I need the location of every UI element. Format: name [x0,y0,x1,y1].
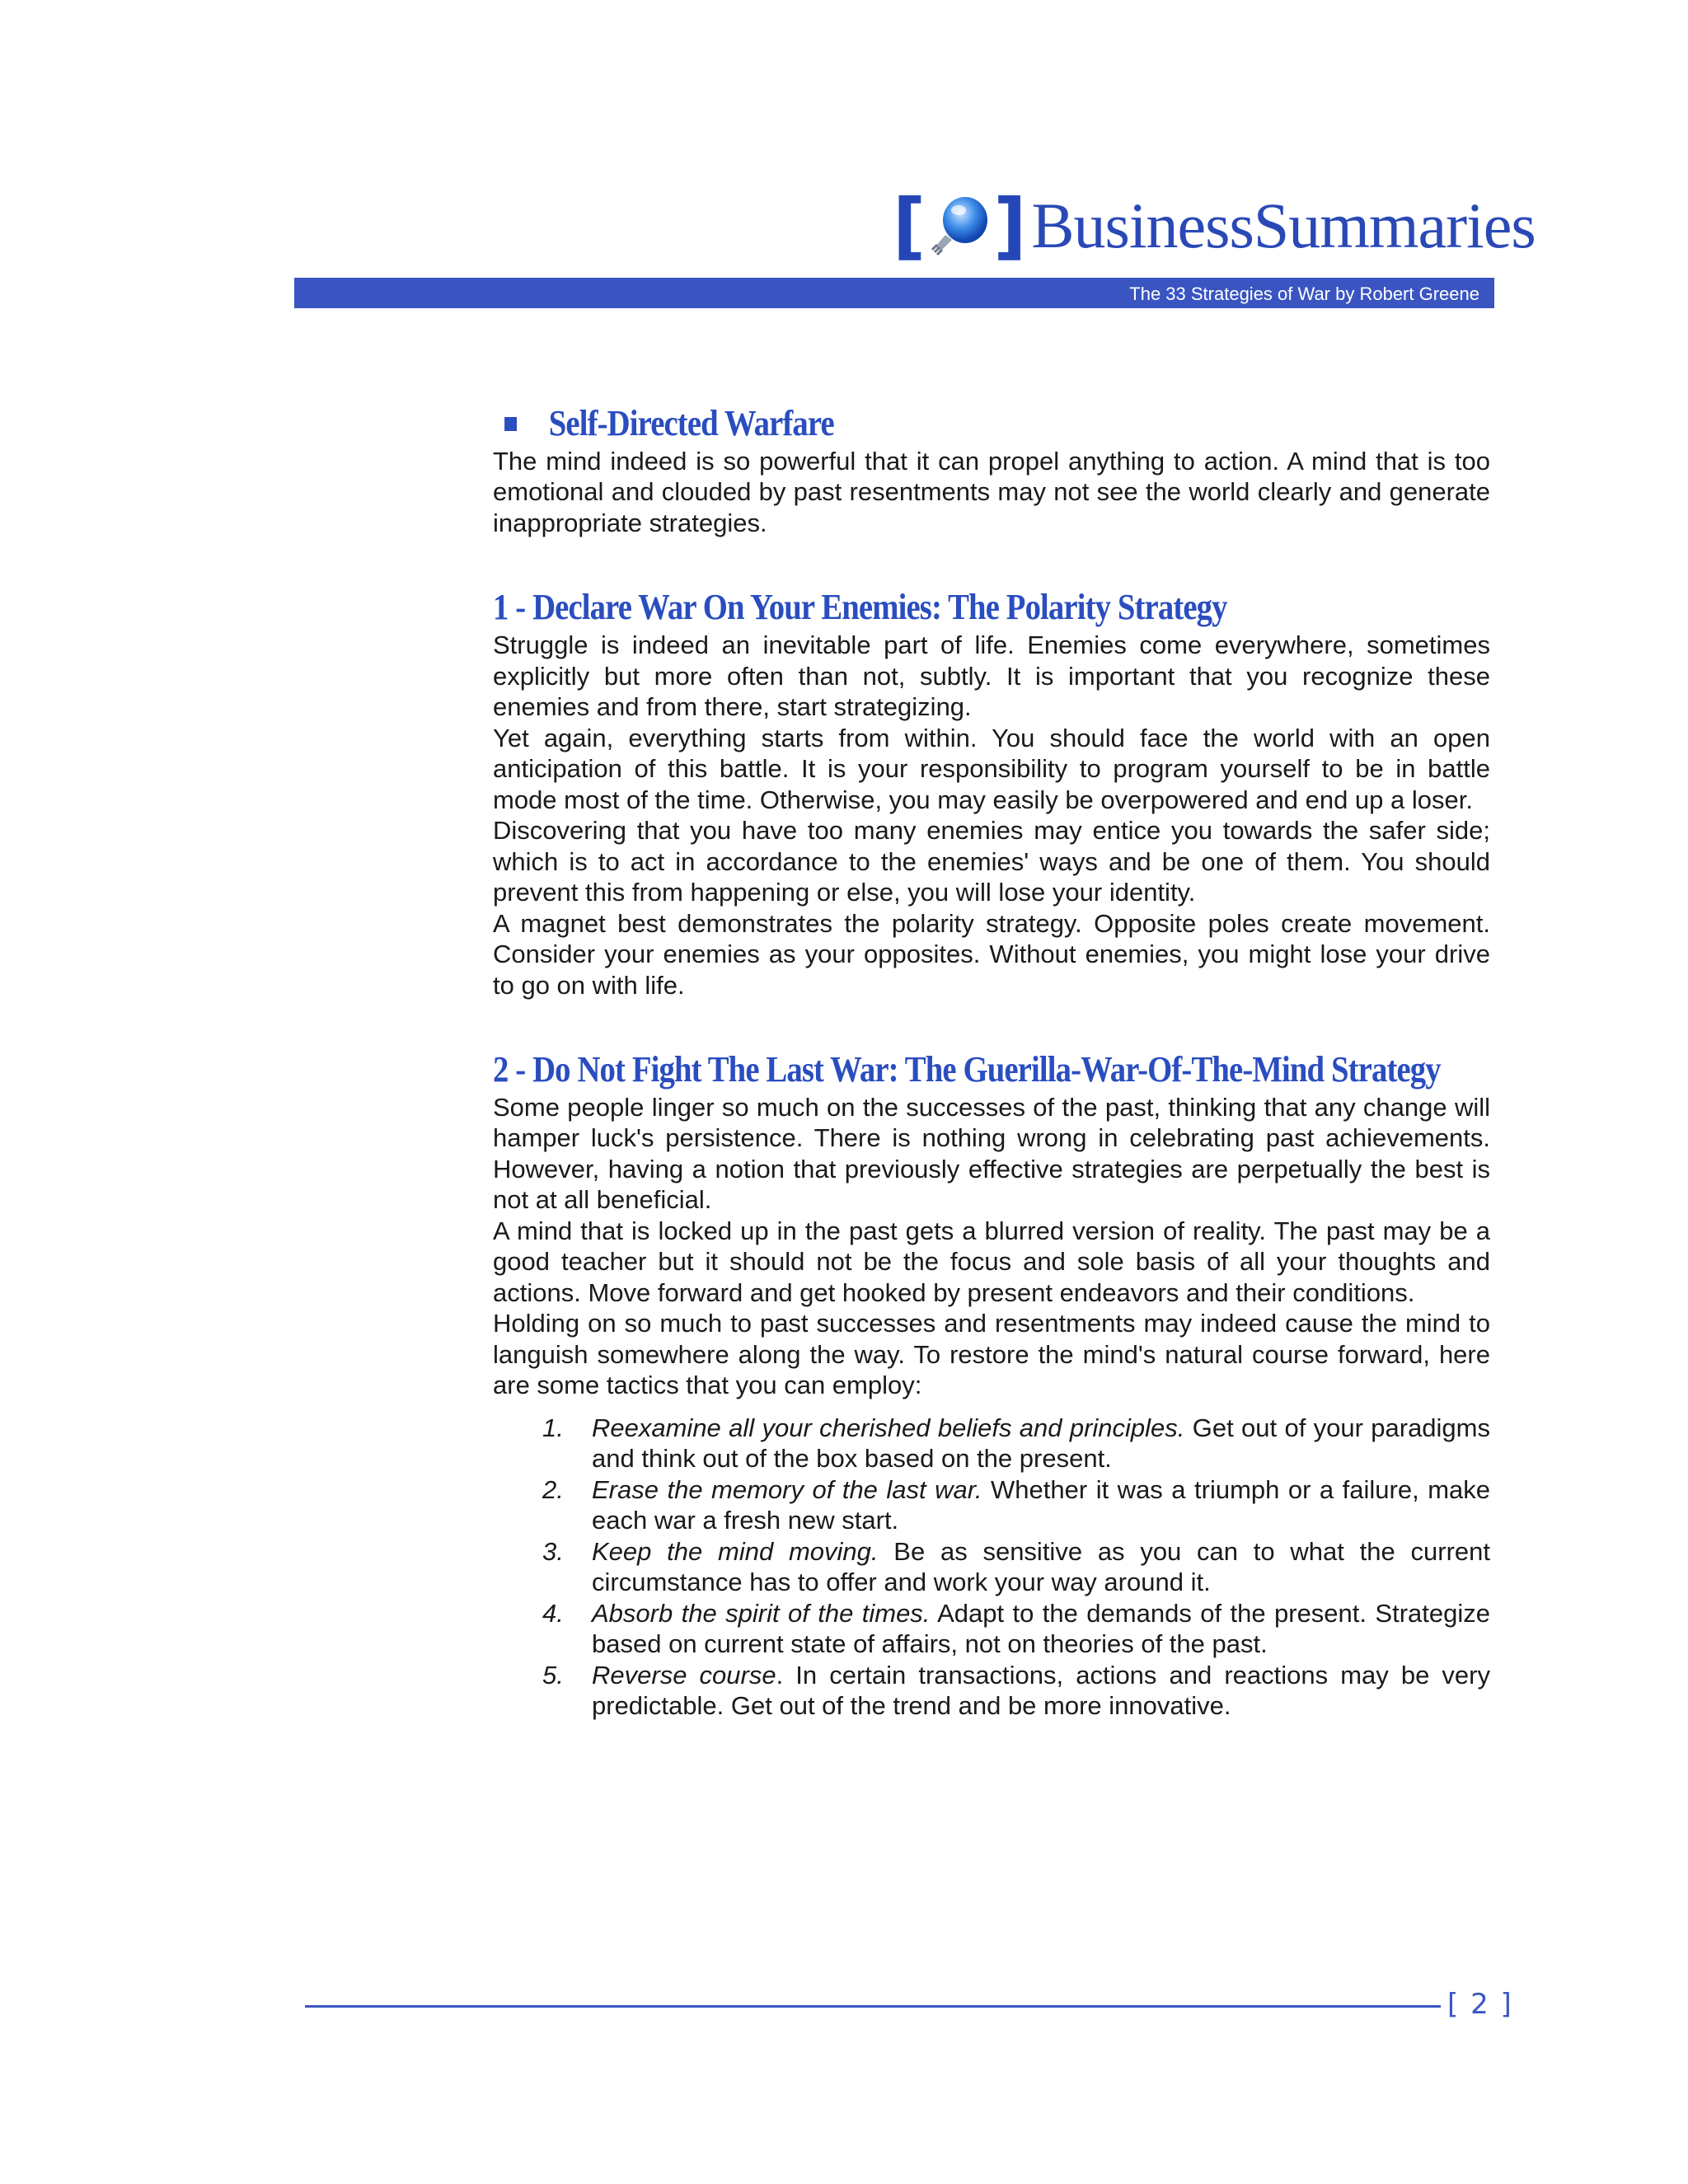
tactic-title: Absorb the spirit of the times. [592,1598,931,1628]
tactic-text: Adapt to the demands of the present. Strategize based on current state of affairs, not on theories of the past. [592,1598,1490,1659]
tactics-list [493,1413,1490,1722]
tactic-title: Reexamine all your cherished beliefs and principles. [592,1413,1185,1442]
list-number: 1. [542,1413,564,1442]
list-number: 5. [542,1660,564,1690]
tactic-text: Whether it was a triumph or a failure, make each war a fresh new start. [592,1474,1490,1535]
list-item [493,1536,1490,1598]
paragraph: Discovering that you have too many enemies may entice you towards the safer side; which is to act in accordance to the enemies' ways and be one of them. You should prevent this from happening or else, you will lose your identity. [493,816,1490,907]
section-heading-text: Self-Directed Warfare [548,403,834,443]
page-number: [ 2 ] [1447,1988,1513,2021]
paragraph: Yet again, everything starts from within. You should face the world with an open anticipation of this battle. It is your responsibility to program yourself to be in battle mode most of the time. Otherwise, you may easily be overpowered and end up a loser. [493,723,1490,814]
business-summaries-logo [893,185,1536,267]
paragraph: Struggle is indeed an inevitable part of life. Enemies come everywhere, sometimes explicitly but more often than not, subtly. It is important that you recognize these enemies and from there, start strategizing. [493,630,1490,722]
tactic-text: Get out of your paradigms and think out of the box based on the present. [592,1413,1490,1474]
logo-bracket-close: ] [993,183,1027,268]
square-bullet-icon [504,417,517,431]
section-heading-guerilla-war-of-the-mind: 2 - Do Not Fight The Last War: The Guerilla-War-Of-The-Mind Strategy [493,1049,1441,1090]
header-bar [294,278,1494,308]
tactic-text: Be as sensitive as you can to what the current circumstance has to offer and work your way around it. [592,1536,1490,1597]
paragraph: Some people linger so much on the successes of the past, thinking that any change will hamper luck's persistence. There is nothing wrong in celebrating past achievements. However, having a notion that previously effective strategies are perpetually the best is not at all beneficial. [493,1092,1490,1215]
tactic-title: Reverse course [592,1660,776,1690]
list-number: 2. [542,1474,564,1504]
section-heading-polarity-strategy: 1 - Declare War On Your Enemies: The Polarity Strategy [493,587,1227,628]
tactic-title: Keep the mind moving. [592,1536,879,1566]
paragraph: The mind indeed is so powerful that it can propel anything to action. A mind that is too emotional and clouded by past resentments may not see the world clearly and generate inappropriate strategies. [493,446,1490,537]
page-content [493,402,1490,1722]
lightbulb-icon [929,192,990,260]
list-number: 4. [542,1598,564,1628]
section-heading-self-directed-warfare [493,402,1371,446]
logo-bracket-open: [ [893,183,926,268]
document-title: The 33 Strategies of War by Robert Greene [1129,284,1479,304]
tactic-title: Erase the memory of the last war. [592,1474,982,1504]
paragraph: A mind that is locked up in the past gets a blurred version of reality. The past may be a good teacher but it should not be the focus and sole basis of all your thoughts and actions. Move forward and get hooked by present endeavors and their conditions. [493,1216,1490,1307]
list-item [493,1660,1490,1722]
paragraph: Holding on so much to past successes and resentments may indeed cause the mind to languish somewhere along the way. To restore the mind's natural course forward, here are some tactics that you can employ: [493,1309,1490,1400]
list-item [493,1474,1490,1536]
paragraph: A magnet best demonstrates the polarity strategy. Opposite poles create movement. Consider your enemies as your opposites. Without enemies, you might lose your drive to go on with life. [493,908,1490,1000]
footer-divider [305,2005,1441,2008]
tactic-text: . In certain transactions, actions and reactions may be very predictable. Get out of the trend and be more innovative. [592,1660,1491,1721]
list-item [493,1413,1490,1474]
list-item [493,1598,1490,1660]
brand-name: BusinessSummaries [1031,190,1536,261]
list-number: 3. [542,1536,564,1566]
